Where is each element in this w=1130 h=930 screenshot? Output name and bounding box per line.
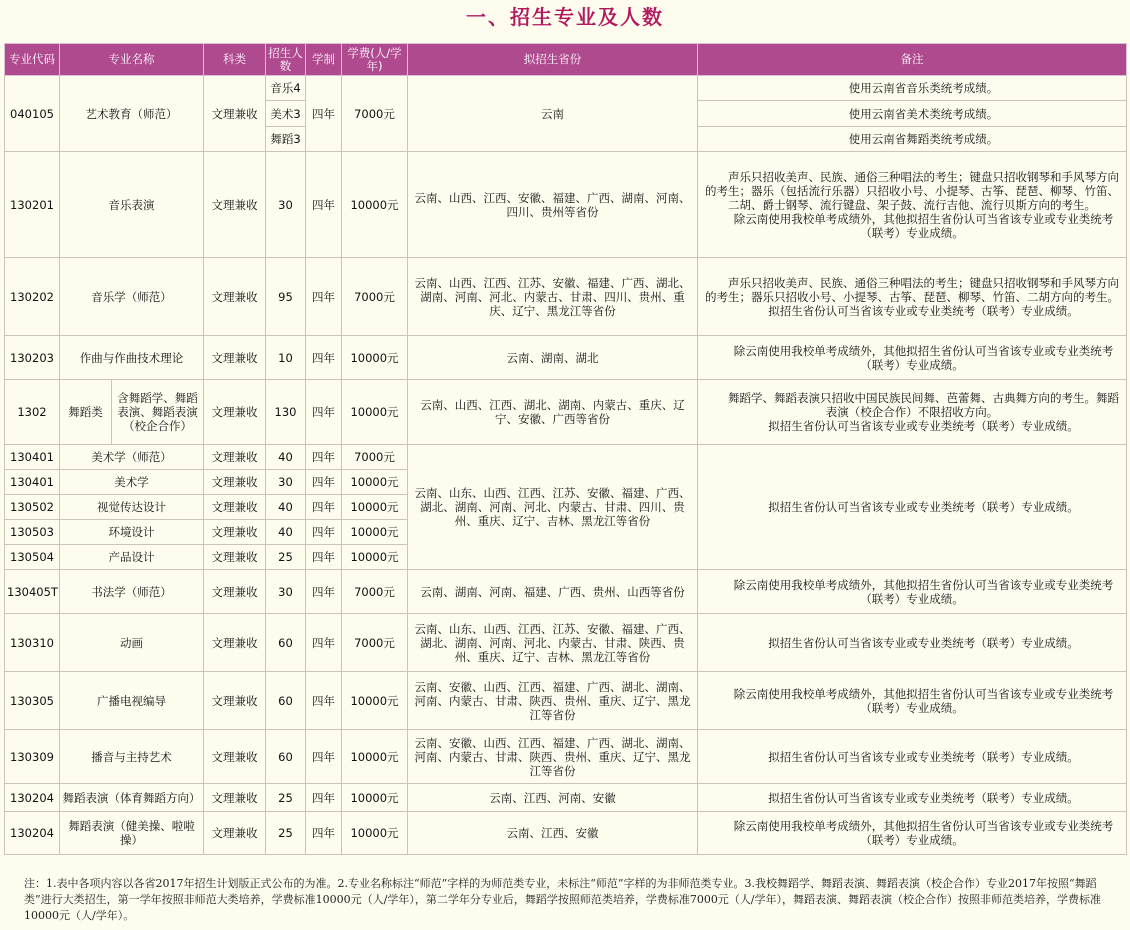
cell-category: 文理兼收 (204, 614, 266, 672)
cell-quota: 40 (266, 495, 306, 520)
cell-category: 文理兼收 (204, 76, 266, 152)
cell-quota: 舞蹈3 (266, 127, 306, 152)
cell-fee: 10000元 (342, 545, 408, 570)
cell-duration: 四年 (306, 730, 342, 784)
cell-duration: 四年 (306, 495, 342, 520)
cell-fee: 10000元 (342, 336, 408, 380)
cell-quota: 95 (266, 258, 306, 336)
cell-duration: 四年 (306, 470, 342, 495)
cell-remarks: 拟招生省份认可当省该专业或专业类统考（联考）专业成绩。 (698, 784, 1127, 812)
admission-table (4, 43, 1127, 855)
cell-code: 130202 (5, 258, 60, 336)
cell-code: 130503 (5, 520, 60, 545)
header-duration: 学制 (306, 44, 342, 76)
cell-remarks: 拟招生省份认可当省该专业或专业类统考（联考）专业成绩。 (698, 614, 1127, 672)
header-quota: 招生人数 (266, 44, 306, 76)
cell-provinces: 云南、山东、山西、江西、江苏、安徽、福建、广西、湖北、湖南、河南、河北、内蒙古、甘肃、四川、贵州、重庆、辽宁、吉林、黑龙江等省份 (408, 445, 698, 570)
cell-fee: 10000元 (342, 784, 408, 812)
cell-category: 文理兼收 (204, 470, 266, 495)
cell-duration: 四年 (306, 545, 342, 570)
cell-code: 130204 (5, 812, 60, 855)
cell-quota: 30 (266, 470, 306, 495)
cell-fee: 10000元 (342, 495, 408, 520)
cell-quota: 60 (266, 614, 306, 672)
cell-provinces: 云南、湖南、湖北 (408, 336, 698, 380)
cell-fee: 7000元 (342, 614, 408, 672)
cell-fee: 10000元 (342, 812, 408, 855)
header-provinces: 拟招生省份 (408, 44, 698, 76)
cell-name: 动画 (60, 614, 204, 672)
cell-fee: 10000元 (342, 152, 408, 258)
cell-quota: 40 (266, 520, 306, 545)
cell-name: 舞蹈表演（健美操、啦啦操） (60, 812, 204, 855)
cell-duration: 四年 (306, 812, 342, 855)
cell-code: 130309 (5, 730, 60, 784)
cell-fee: 7000元 (342, 258, 408, 336)
cell-name: 音乐表演 (60, 152, 204, 258)
footnote: 注：1.表中各项内容以各省2017年招生计划版正式公布的为准。2.专业名称标注“师范”字样的为师范类专业，未标注“师范”字样的为非师范类专业。3.我校舞蹈学、舞蹈表演、舞蹈表演（校企合作）专业2017年按照“舞蹈类”进行大类招生，第一学年按照非师范大类培养，学费标准10000元（人/学年），第二学年分专业后，舞蹈学按照师范类培养，学费标准7000元（人/学年），舞蹈表演、舞蹈表演（校企合作）按照非师范类培养，学费标准10000元（人/学年）。 (24, 877, 1102, 922)
cell-quota: 130 (266, 380, 306, 445)
cell-code: 130305 (5, 672, 60, 730)
cell-fee: 10000元 (342, 730, 408, 784)
cell-remarks: 除云南使用我校单考成绩外，其他拟招生省份认可当省该专业或专业类统考（联考）专业成绩。 (698, 336, 1127, 380)
cell-remarks: 声乐只招收美声、民族、通俗三种唱法的考生；键盘只招收钢琴和手风琴方向的考生；器乐只招收小号、小提琴、古筝、琵琶、柳琴、竹笛、二胡方向的考生。 拟招生省份认可当省该专业或专业类统考（联考）专业成绩。 (698, 258, 1127, 336)
cell-category: 文理兼收 (204, 730, 266, 784)
cell-duration: 四年 (306, 784, 342, 812)
table-row (5, 152, 1127, 258)
cell-name: 美术学（师范） (60, 445, 204, 470)
cell-duration: 四年 (306, 570, 342, 614)
table-row (5, 672, 1127, 730)
cell-remarks: 除云南使用我校单考成绩外，其他拟招生省份认可当省该专业或专业类统考（联考）专业成绩。 (698, 672, 1127, 730)
cell-quota: 25 (266, 812, 306, 855)
cell-code: 040105 (5, 76, 60, 152)
cell-fee: 7000元 (342, 445, 408, 470)
cell-quota: 40 (266, 445, 306, 470)
table-header-row (5, 44, 1127, 76)
header-category: 科类 (204, 44, 266, 76)
table-row (5, 336, 1127, 380)
cell-fee: 7000元 (342, 76, 408, 152)
cell-duration: 四年 (306, 336, 342, 380)
table-row (5, 570, 1127, 614)
table-row (5, 380, 1127, 445)
cell-duration: 四年 (306, 380, 342, 445)
cell-category: 文理兼收 (204, 784, 266, 812)
cell-remarks: 使用云南省舞蹈类统考成绩。 (698, 127, 1127, 152)
cell-remarks: 声乐只招收美声、民族、通俗三种唱法的考生；键盘只招收钢琴和手风琴方向的考生；器乐（包括流行乐器）只招收小号、小提琴、古筝、琵琶、柳琴、竹笛、二胡、爵士钢琴、流行键盘、架子鼓、流行吉他、流行贝斯方向的考生。 除云南使用我校单考成绩外，其他拟招生省份认可当省该专业或专业类统考（联考）专业成绩。 (698, 152, 1127, 258)
header-name: 专业名称 (60, 44, 204, 76)
cell-provinces: 云南、湖南、河南、福建、广西、贵州、山西等省份 (408, 570, 698, 614)
cell-quota: 25 (266, 545, 306, 570)
cell-code: 130401 (5, 445, 60, 470)
table-row (5, 784, 1127, 812)
cell-remarks: 拟招生省份认可当省该专业或专业类统考（联考）专业成绩。 (698, 445, 1127, 570)
cell-quota: 60 (266, 730, 306, 784)
cell-category: 文理兼收 (204, 812, 266, 855)
header-fee: 学费(人/学年) (342, 44, 408, 76)
cell-name: 广播电视编导 (60, 672, 204, 730)
cell-duration: 四年 (306, 614, 342, 672)
cell-code: 130204 (5, 784, 60, 812)
cell-code: 130401 (5, 470, 60, 495)
cell-name: 音乐学（师范） (60, 258, 204, 336)
cell-provinces: 云南、安徽、山西、江西、福建、广西、湖北、湖南、河南、内蒙古、甘肃、陕西、贵州、重庆、辽宁、黑龙江等省份 (408, 730, 698, 784)
cell-category: 文理兼收 (204, 495, 266, 520)
cell-code: 1302 (5, 380, 60, 445)
cell-code: 130504 (5, 545, 60, 570)
cell-quota: 美术3 (266, 101, 306, 127)
cell-category: 文理兼收 (204, 336, 266, 380)
cell-name: 美术学 (60, 470, 204, 495)
table-row (5, 76, 1127, 101)
cell-category: 文理兼收 (204, 445, 266, 470)
cell-quota: 10 (266, 336, 306, 380)
cell-category: 文理兼收 (204, 570, 266, 614)
cell-name: 视觉传达设计 (60, 495, 204, 520)
table-row (5, 258, 1127, 336)
cell-fee: 10000元 (342, 672, 408, 730)
cell-name: 舞蹈表演（体育舞蹈方向） (60, 784, 204, 812)
cell-fee: 7000元 (342, 570, 408, 614)
cell-remarks: 使用云南省音乐类统考成绩。 (698, 76, 1127, 101)
page-title: 一、招生专业及人数 (466, 5, 664, 29)
table-row (5, 730, 1127, 784)
cell-quota: 25 (266, 784, 306, 812)
cell-provinces: 云南、山西、江西、江苏、安徽、福建、广西、湖北、湖南、河南、河北、内蒙古、甘肃、四川、贵州、重庆、辽宁、黑龙江等省份 (408, 258, 698, 336)
cell-code: 130310 (5, 614, 60, 672)
cell-name: 书法学（师范） (60, 570, 204, 614)
cell-code: 130405T (5, 570, 60, 614)
cell-provinces: 云南、山东、山西、江西、江苏、安徽、福建、广西、湖北、湖南、河南、河北、内蒙古、甘肃、陕西、贵州、重庆、辽宁、吉林、黑龙江等省份 (408, 614, 698, 672)
cell-duration: 四年 (306, 520, 342, 545)
table-row (5, 445, 1127, 470)
cell-quota: 音乐4 (266, 76, 306, 101)
cell-name: 播音与主持艺术 (60, 730, 204, 784)
cell-duration: 四年 (306, 76, 342, 152)
cell-category: 文理兼收 (204, 672, 266, 730)
cell-duration: 四年 (306, 258, 342, 336)
cell-fee: 10000元 (342, 470, 408, 495)
cell-code: 130201 (5, 152, 60, 258)
cell-category: 文理兼收 (204, 380, 266, 445)
cell-quota: 60 (266, 672, 306, 730)
header-remarks: 备注 (698, 44, 1127, 76)
cell-provinces: 云南、山西、江西、湖北、湖南、内蒙古、重庆、辽宁、安徽、广西等省份 (408, 380, 698, 445)
table-row (5, 812, 1127, 855)
cell-quota: 30 (266, 152, 306, 258)
cell-category: 文理兼收 (204, 152, 266, 258)
cell-duration: 四年 (306, 445, 342, 470)
cell-remarks: 除云南使用我校单考成绩外，其他拟招生省份认可当省该专业或专业类统考（联考）专业成绩。 (698, 570, 1127, 614)
cell-name: 环境设计 (60, 520, 204, 545)
cell-code: 130502 (5, 495, 60, 520)
header-code: 专业代码 (5, 44, 60, 76)
cell-name: 艺术教育（师范） (60, 76, 204, 152)
cell-quota: 30 (266, 570, 306, 614)
cell-provinces: 云南、江西、河南、安徽 (408, 784, 698, 812)
cell-remarks: 舞蹈学、舞蹈表演只招收中国民族民间舞、芭蕾舞、古典舞方向的考生。舞蹈表演（校企合作）不限招收方向。 拟招生省份认可当省该专业或专业类统考（联考）专业成绩。 (698, 380, 1127, 445)
cell-remarks: 使用云南省美术类统考成绩。 (698, 101, 1127, 127)
cell-subname: 含舞蹈学、舞蹈表演、舞蹈表演（校企合作） (112, 380, 204, 445)
cell-provinces: 云南、江西、安徽 (408, 812, 698, 855)
cell-name: 作曲与作曲技术理论 (60, 336, 204, 380)
cell-category: 文理兼收 (204, 520, 266, 545)
cell-name: 产品设计 (60, 545, 204, 570)
cell-remarks: 除云南使用我校单考成绩外，其他拟招生省份认可当省该专业或专业类统考（联考）专业成绩。 (698, 812, 1127, 855)
cell-fee: 10000元 (342, 520, 408, 545)
table-row (5, 614, 1127, 672)
cell-duration: 四年 (306, 152, 342, 258)
cell-duration: 四年 (306, 672, 342, 730)
cell-name: 舞蹈类 (60, 380, 112, 445)
cell-code: 130203 (5, 336, 60, 380)
cell-category: 文理兼收 (204, 258, 266, 336)
cell-provinces: 云南、山西、江西、安徽、福建、广西、湖南、河南、四川、贵州等省份 (408, 152, 698, 258)
cell-remarks: 拟招生省份认可当省该专业或专业类统考（联考）专业成绩。 (698, 730, 1127, 784)
cell-category: 文理兼收 (204, 545, 266, 570)
cell-provinces: 云南 (408, 76, 698, 152)
cell-fee: 10000元 (342, 380, 408, 445)
cell-provinces: 云南、安徽、山西、江西、福建、广西、湖北、湖南、河南、内蒙古、甘肃、陕西、贵州、重庆、辽宁、黑龙江等省份 (408, 672, 698, 730)
